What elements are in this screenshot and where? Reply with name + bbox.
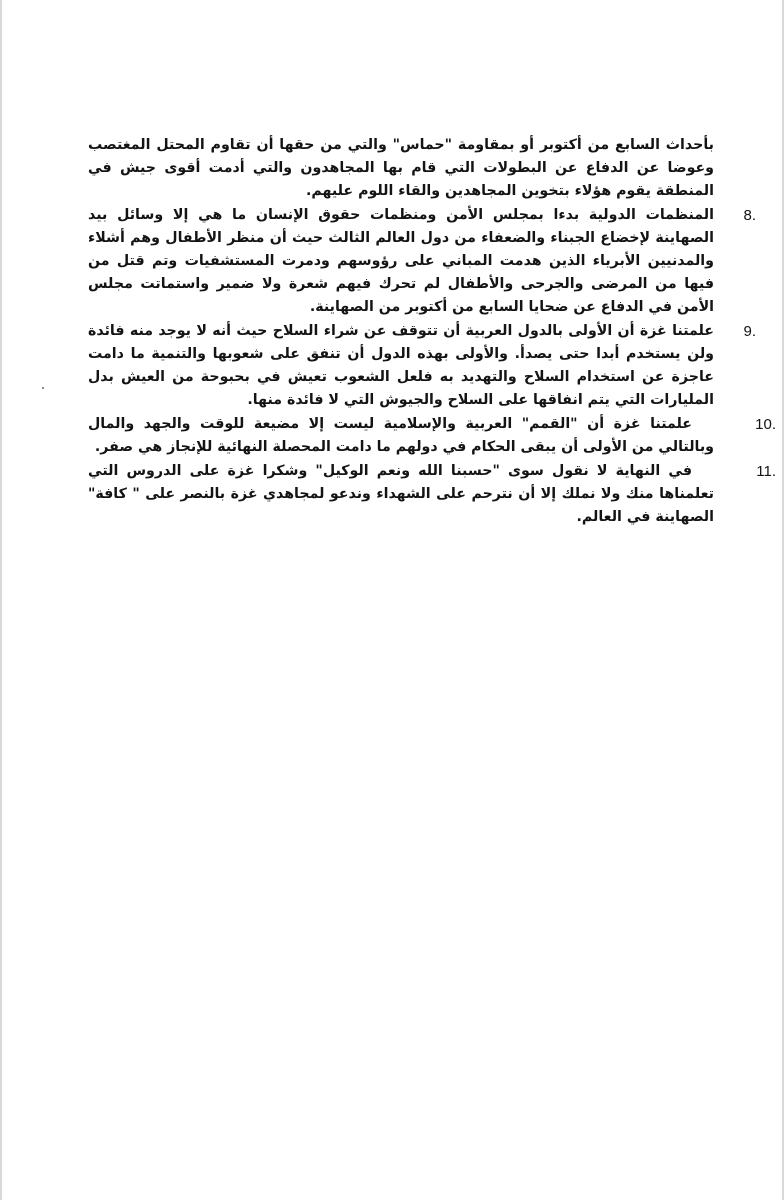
list-item-text: علمتنا غزة أن الأولى بالدول العربية أن تتوقف عن شراء السلاح حيث أنه لا يوجد منه فائدة ولن يستخدم أبدا حتى يصدأ. والأولى بهذه الدول أن تنفق على شعوبها والتنمية ما دامت عاجزة عن استخدام السلاح والتهديد به فلعل الشعوب تعيش في بحبوحة من العيش بدل المليارات التي يتم انفاقها على السلاح والجيوش التي لا فائدة منها. xyxy=(88,323,714,408)
list-item-text: في النهاية لا نقول سوى "حسبنا الله ونعم الوكيل" وشكرا غزة على الدروس التي تعلمناها منك ولا نملك إلا أن نترحم على الشهداء وندعو لمجاهدي غزة بالنصر على " كافة" الصهاينة في العالم. xyxy=(88,463,714,525)
page-edge-left xyxy=(0,0,2,1200)
list-item-10 xyxy=(88,413,776,459)
list-item-8 xyxy=(88,204,756,319)
scan-speck xyxy=(42,387,44,389)
list-item-number: 9. xyxy=(743,323,756,340)
list-item-number: 11. xyxy=(756,463,776,480)
list-item-text: المنظمات الدولية بدءا بمجلس الأمن ومنظمات حقوق الإنسان ما هي إلا وسائل بيد الصهاينة لإخضاع الجبناء والضعفاء من دول العالم الثالث حيث أن منظر الأطفال وهم أشلاء والمدنيين الأبرياء الذين هدمت المباني على رؤوسهم ودمرت المستشفيات وتم قتل من فيها من المرضى والجرحى والأطفال لم تحرك فيهم شعرة ولا ضمير واستماتت مجلس الأمن في الدفاع عن ضحايا السابع من أكتوبر من الصهاينة. xyxy=(88,207,714,315)
document-body xyxy=(88,134,776,530)
list-item-9 xyxy=(88,320,756,412)
intro-paragraph: بأحداث السابع من أكتوبر أو بمقاومة "حماس" والتي من حقها أن تقاوم المحتل المغتصب وعوضا عن الدفاع عن البطولات التي قام بها المجاهدون والتي أدمت أقوى جيش في المنطقة يقوم هؤلاء بتخوين المجاهدين والقاء اللوم عليهم. xyxy=(88,137,714,199)
list-item-11 xyxy=(88,460,776,529)
list-item-number: 10. xyxy=(755,416,776,433)
list-item-text: علمتنا غزة أن "القمم" العربية والإسلامية ليست إلا مضيعة للوقت والجهد والمال وبالتالي من الأولى أن يبقى الحكام في دولهم ما دامت المحصلة النهائية للإنجاز هي صفر. xyxy=(88,416,714,455)
list-item-number: 8. xyxy=(743,207,756,224)
